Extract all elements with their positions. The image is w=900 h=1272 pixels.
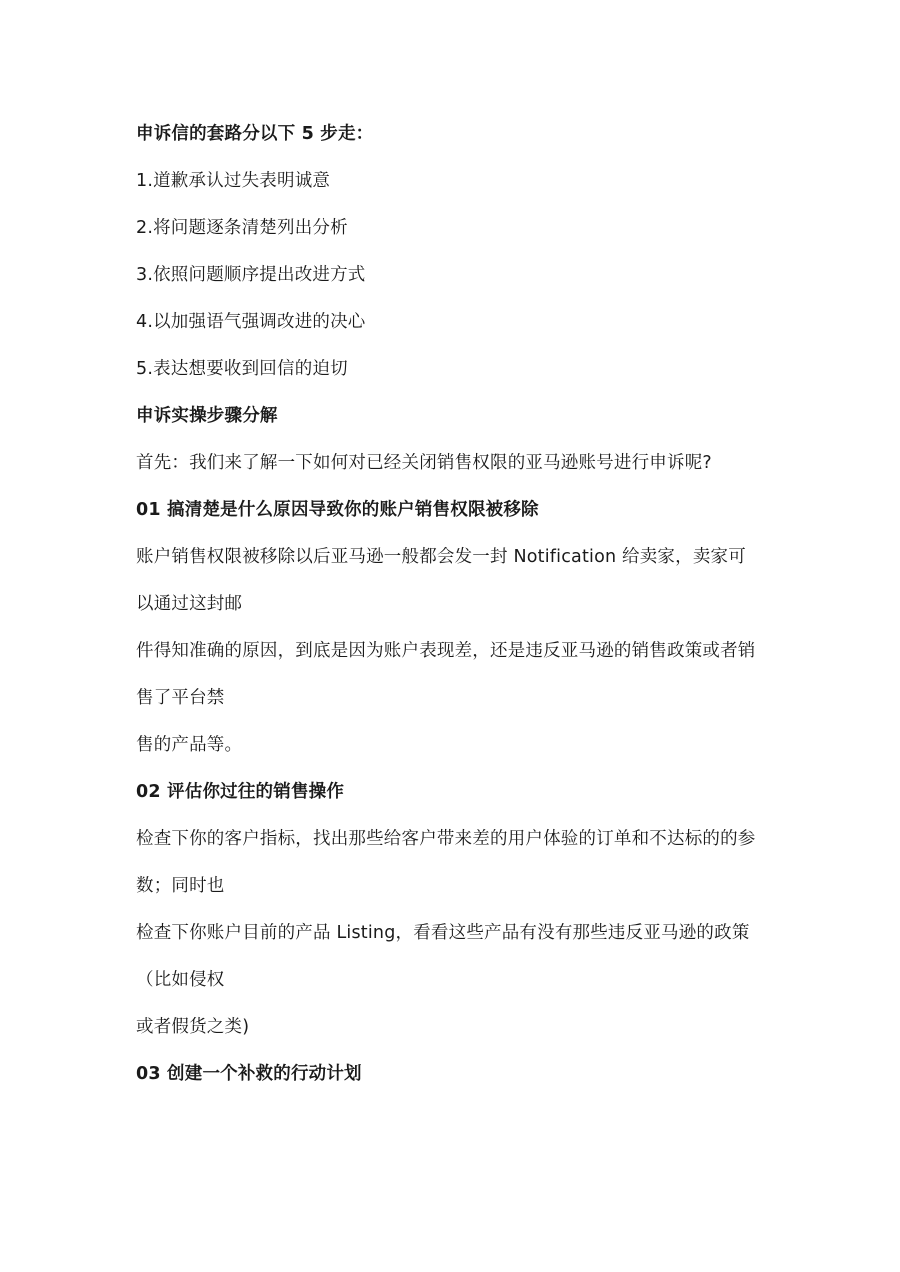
list-item-step-2: 2.将问题逐条清楚列出分析	[136, 218, 348, 238]
paragraph-line: 检查下你的客户指标，找出那些给客户带来差的用户体验的订单和不达标的的参	[136, 829, 756, 849]
paragraph-line: 售了平台禁	[136, 688, 225, 708]
list-item-step-3: 3.依照问题顺序提出改进方式	[136, 265, 366, 285]
heading-appeal-steps: 申诉信的套路分以下 5 步走：	[136, 124, 374, 144]
paragraph-line: 或者假货之类)	[136, 1017, 250, 1037]
section-heading-02: 02 评估你过往的销售操作	[136, 782, 345, 802]
list-item-step-5: 5.表达想要收到回信的迫切	[136, 359, 348, 379]
paragraph-line: （比如侵权	[136, 970, 225, 990]
paragraph-line: 账户销售权限被移除以后亚马逊一般都会发一封 Notification 给卖家，卖家可	[136, 547, 746, 567]
paragraph-line: 数；同时也	[136, 876, 225, 896]
paragraph-line: 检查下你账户目前的产品 Listing，看看这些产品有没有那些违反亚马逊的政策	[136, 923, 750, 943]
heading-appeal-breakdown: 申诉实操步骤分解	[136, 406, 278, 426]
list-item-step-1: 1.道歉承认过失表明诚意	[136, 171, 331, 191]
section-heading-03: 03 创建一个补救的行动计划	[136, 1064, 362, 1084]
paragraph-intro: 首先：我们来了解一下如何对已经关闭销售权限的亚马逊账号进行申诉呢?	[136, 453, 712, 473]
paragraph-line: 件得知准确的原因，到底是因为账户表现差，还是违反亚马逊的销售政策或者销	[136, 641, 756, 661]
list-item-step-4: 4.以加强语气强调改进的决心	[136, 312, 366, 332]
section-heading-01: 01 搞清楚是什么原因导致你的账户销售权限被移除	[136, 500, 539, 520]
paragraph-line: 以通过这封邮	[136, 594, 243, 614]
paragraph-line: 售的产品等。	[136, 735, 243, 755]
